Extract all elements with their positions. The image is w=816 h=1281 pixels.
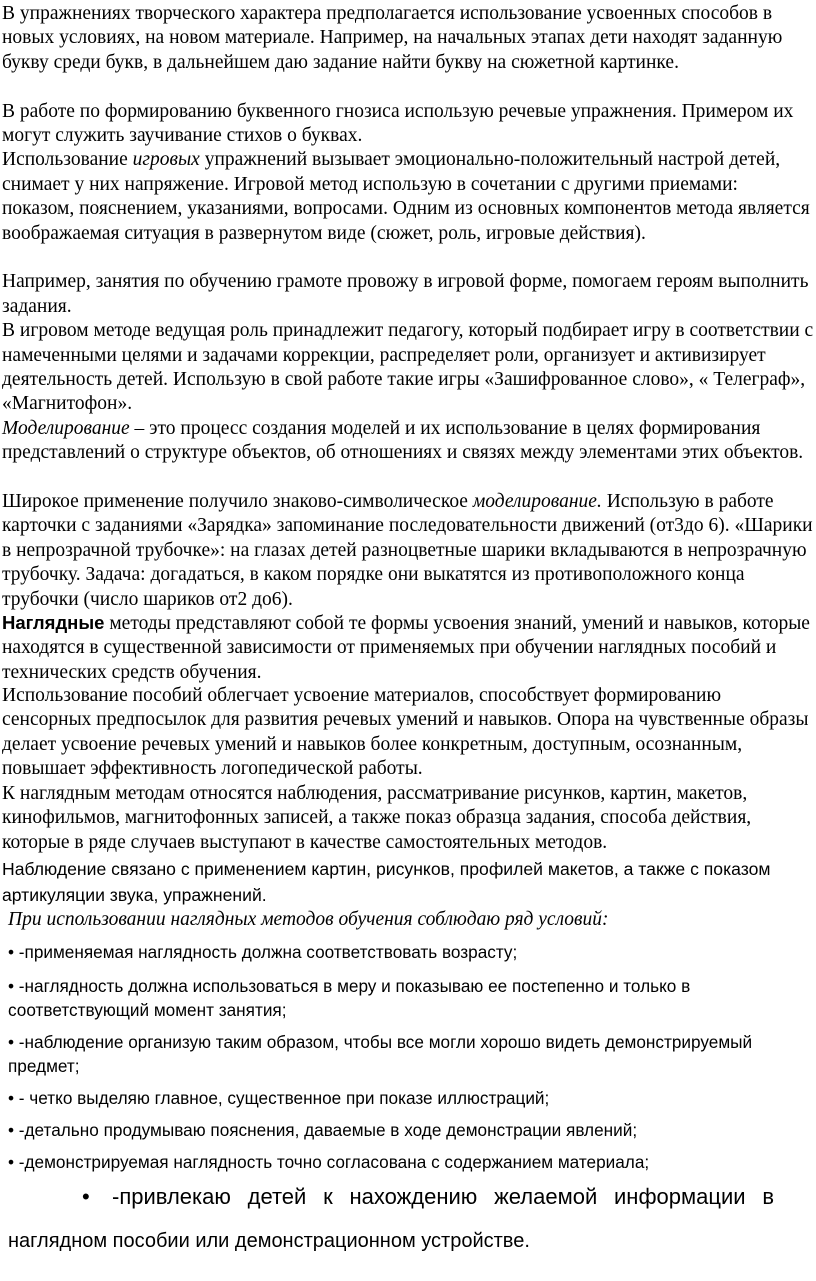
paragraph-symbolic-rest: Использую в работе карточки с заданиями «Зарядка» запоминание последовательности движений (от3до 6). «Шарики в непрозрачной трубочке»: на глазах детей разноцветные шарики вкладываются в непрозрачную трубочку. Задача: догадаться, в каком порядке они выкатятся из противоположного конца трубочки (число шариков от2 до6). bbox=[2, 491, 813, 610]
condition-item: • -детально продумываю пояснения, даваемые в ходе демонстрации явлений; bbox=[8, 1120, 638, 1140]
condition-item-last bbox=[0, 1180, 816, 1214]
word: детей bbox=[247, 1184, 307, 1209]
condition-item-last-words bbox=[112, 1182, 774, 1212]
conditions-intro: При использовании наглядных методов обучения соблюдаю ряд условий: bbox=[8, 909, 609, 930]
word: к bbox=[323, 1184, 333, 1209]
paragraph-modeling-rest: – это процесс создания моделей и их использование в целях формирования представлений о структуре объектов, об отношениях и связях между элементами этих объектов. bbox=[2, 417, 804, 464]
paragraph-game-exercises bbox=[0, 148, 816, 246]
paragraph-visual-rest: методы представляют собой те формы усвоения знаний, умений и навыков, которые находятся в существенной зависимости от применяемых при обучении наглядных пособий и технических средств обучения. bbox=[2, 613, 810, 683]
term-symbolic-modeling: моделирование. bbox=[472, 491, 602, 512]
condition-item: • -наблюдение организую таким образом, чтобы все могли хорошо видеть демонстрируемый предмет; bbox=[8, 1032, 753, 1076]
condition-item-last-continuation: наглядном пособии или демонстрационном устройстве. bbox=[8, 1230, 530, 1252]
term-game: игровых bbox=[132, 149, 200, 171]
term-visual: Наглядные bbox=[2, 612, 105, 633]
term-modeling: Моделирование bbox=[2, 417, 130, 439]
paragraph-aids-usage: Использование пособий облегчает усвоение материалов, способствует формированию сенсорных предпосылок для развития речевых умений и навыков. Опора на чувственные образы делает усвоение речевых умений и навыков более конкретным, доступным, осознанным, повышает эффективность логопедической работы. bbox=[2, 685, 809, 780]
paragraph-visual-methods bbox=[0, 611, 816, 685]
condition-item: • -демонстрируемая наглядность точно согласована с содержанием материала; bbox=[8, 1152, 650, 1172]
condition-item: • -применяемая наглядность должна соответствовать возрасту; bbox=[8, 942, 518, 962]
word: -привлекаю bbox=[112, 1184, 231, 1209]
paragraph-letter-gnosis: В работе по формированию буквенного гнозиса использую речевые упражнения. Примером их могут служить заучивание стихов о буквах. bbox=[2, 100, 794, 146]
paragraph-teacher-role: В игровом методе ведущая роль принадлежит педагогу, который подбирает игру в соответствии с намеченными целями и задачами коррекции, распределяет роли, организует и активизирует деятельность детей. Использую в свой работе такие игры «Зашифрованное слово», « Телеграф», «Магнитофон». bbox=[2, 320, 814, 415]
paragraph-game-lead: Использование bbox=[2, 149, 133, 171]
condition-item: • - четко выделяю главное, существенное при показе иллюстраций; bbox=[8, 1088, 550, 1108]
paragraph-observation: Наблюдение связано с применением картин, рисунков, профилей макетов, а также с показом артикуляции звука, упражнений. bbox=[2, 859, 771, 905]
paragraph-visual-method-list: К наглядным методам относятся наблюдения, рассматривание рисунков, картин, макетов, кинофильмов, магнитофонных записей, а также показ образца задания, способа действия, которые в ряде случаев выступают в качестве самостоятельных методов. bbox=[2, 783, 752, 853]
word: нахождению bbox=[349, 1184, 478, 1209]
paragraph-modeling-definition bbox=[0, 417, 816, 466]
condition-item: • -наглядность должна использоваться в меру и показываю ее постепенно и только в соответствующий момент занятия; bbox=[8, 976, 691, 1020]
paragraph-game-rest: упражнений вызывает эмоционально-положительный настрой детей, снимает у них напряжение. Игровой метод использую в сочетании с другими приемами: показом, пояснением, указаниями, вопросами. Одним из основных компонентов метода является воображаемая ситуация в развернутом виде (сюжет, роль, игровые действия). bbox=[2, 149, 810, 244]
word: желаемой bbox=[494, 1184, 598, 1209]
paragraph-literacy-games: Например, занятия по обучению грамоте провожу в игровой форме, помогаем героям выполнить задания. bbox=[2, 271, 809, 317]
paragraph-symbolic-lead: Широкое применение получило знаково-символическое bbox=[2, 491, 473, 512]
bullet-mark: • bbox=[82, 1184, 90, 1209]
paragraph-symbolic-modeling bbox=[0, 490, 816, 612]
word: информации bbox=[614, 1184, 746, 1209]
paragraph-creative-exercises: В упражнениях творческого характера предполагается использование усвоенных способов в новых условиях, на новом материале. Например, на начальных этапах дети находят заданную букву среди букв, в дальнейшем даю задание найти букву на сюжетной картинке. bbox=[2, 3, 783, 73]
word: в bbox=[762, 1184, 774, 1209]
